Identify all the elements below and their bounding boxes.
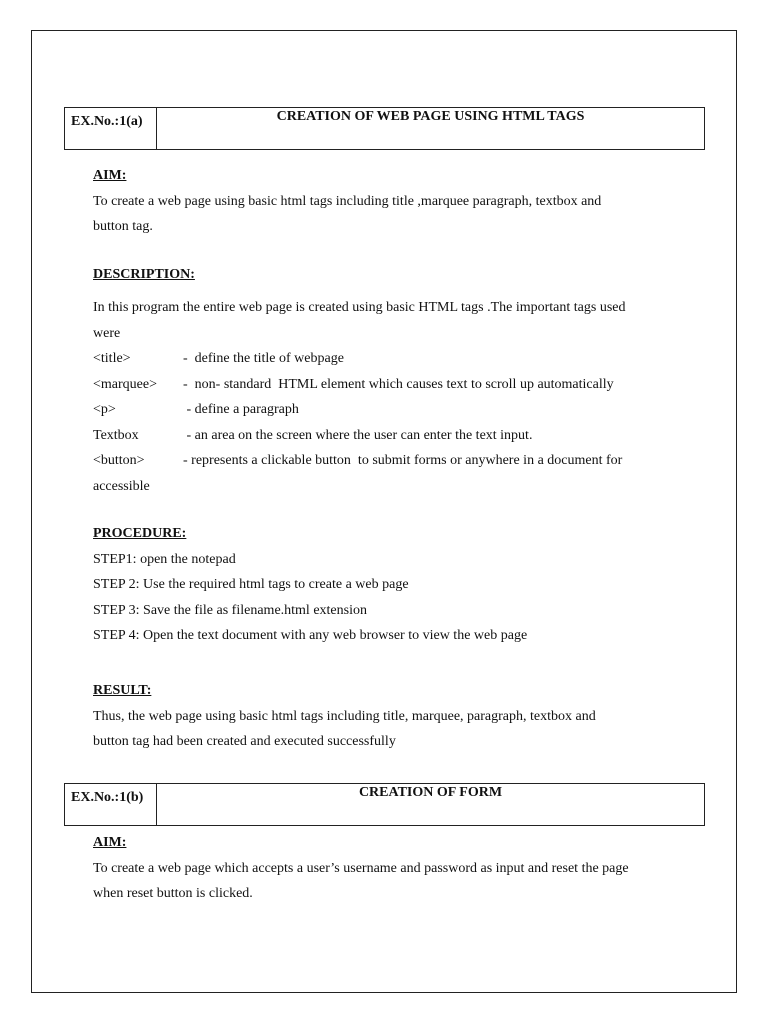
- tag-term: <p>: [93, 402, 116, 417]
- description-heading: DESCRIPTION:: [93, 267, 195, 282]
- aim-text-line: To create a web page using basic html tags including title ,marquee paragraph, textbox and: [93, 193, 602, 209]
- aim-heading: AIM:: [93, 168, 127, 183]
- exercise-1b-header-table: [64, 783, 705, 826]
- tag-term: <title>: [93, 351, 131, 366]
- procedure-step: STEP1: open the notepad: [93, 551, 236, 567]
- procedure-section: [93, 521, 703, 649]
- procedure-step: STEP 3: Save the file as filename.html extension: [93, 602, 367, 618]
- procedure-step: STEP 2: Use the required html tags to create a web page: [93, 577, 409, 592]
- aim-text-line: To create a web page which accepts a user’s username and password as input and reset the page: [93, 860, 629, 876]
- aim-text-line: button tag.: [93, 219, 153, 234]
- tag-definition: - define the title of webpage: [176, 351, 344, 366]
- description-text-line: In this program the entire web page is created using basic HTML tags .The important tags used: [93, 300, 626, 315]
- result-text-line: Thus, the web page using basic html tags including title, marquee, paragraph, textbox and: [93, 708, 596, 724]
- procedure-heading: PROCEDURE:: [93, 526, 187, 541]
- result-heading: RESULT:: [93, 683, 152, 698]
- exercise-number: EX.No.:1(b): [65, 784, 157, 825]
- tag-row: [93, 423, 703, 449]
- tag-term: <button>: [93, 453, 145, 468]
- tag-row: [93, 397, 703, 423]
- aim-heading: AIM:: [93, 835, 127, 850]
- tag-row: [93, 448, 703, 474]
- description-text-line: were: [93, 325, 121, 341]
- description-tail: accessible: [93, 478, 150, 494]
- description-body: [93, 295, 703, 499]
- description-section: [93, 262, 703, 288]
- tag-term: Textbox: [93, 427, 139, 443]
- tag-definition: - non- standard HTML element which causes text to scroll up automatically: [176, 376, 614, 392]
- tag-row: [93, 346, 703, 372]
- procedure-step: STEP 4: Open the text document with any web browser to view the web page: [93, 628, 528, 643]
- aim-section-1a: [93, 163, 703, 240]
- tag-definition: - an area on the screen where the user can enter the text input.: [176, 427, 533, 443]
- tag-definition: - represents a clickable button to submit forms or anywhere in a document for: [176, 453, 623, 468]
- aim-section-1b: [93, 830, 703, 907]
- result-text-line: button tag had been created and executed successfully: [93, 734, 396, 749]
- aim-text-line: when reset button is clicked.: [93, 886, 253, 901]
- exercise-1a-header-table: [64, 107, 705, 150]
- result-section: [93, 678, 703, 755]
- tag-row: [93, 372, 703, 398]
- exercise-title: CREATION OF WEB PAGE USING HTML TAGS: [276, 109, 585, 124]
- tag-definition: - define a paragraph: [176, 402, 299, 417]
- exercise-title: CREATION OF FORM: [358, 785, 503, 800]
- exercise-number: EX.No.:1(a): [65, 108, 157, 149]
- tag-term: <marquee>: [93, 376, 157, 392]
